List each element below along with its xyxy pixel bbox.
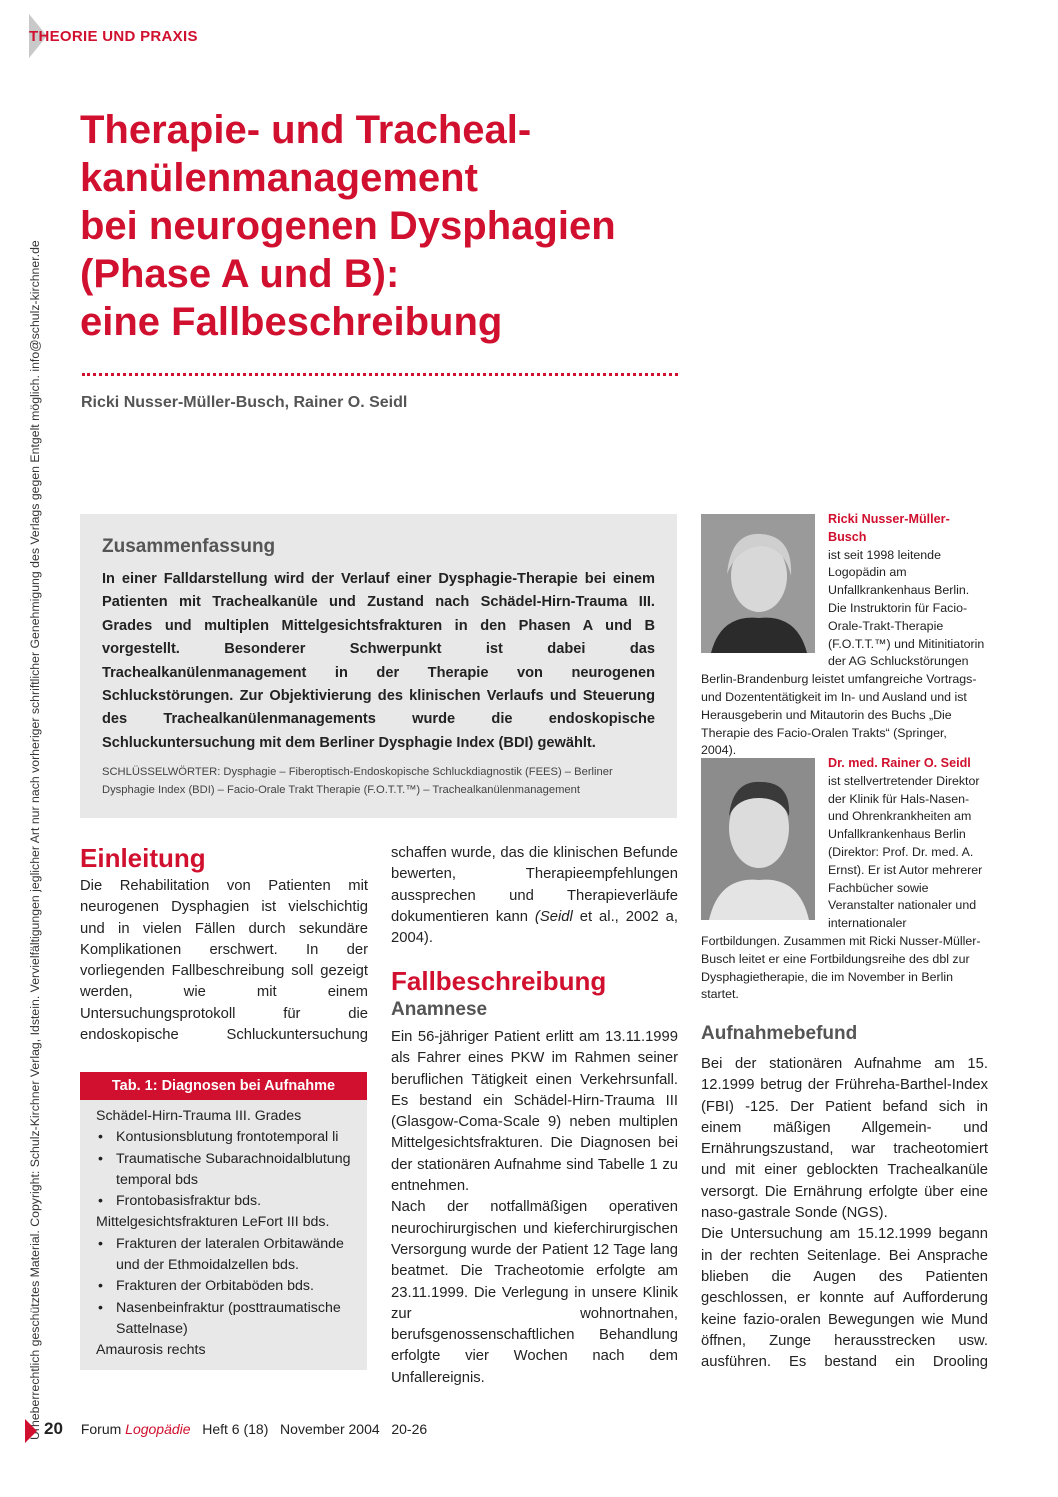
anamnese-text [391, 1027, 678, 1389]
table-group-heading: Mittelgesichtsfrakturen LeFort III bds. [96, 1214, 330, 1231]
page-footer [28, 1419, 427, 1439]
title-line: eine Fallbeschreibung [80, 300, 503, 344]
article-title [80, 106, 720, 346]
table-group-heading: Schädel-Hirn-Trauma III. Grades [96, 1108, 302, 1124]
anamnese-heading: Anamnese [391, 999, 488, 1020]
aufnahmebefund-section [701, 1023, 988, 1376]
paragraph: Ein 56-jähriger Patient erlitt am 13.11.1999 als Fahrer eines PKW im Rahmen seiner beruflichen Tätigkeit einen Verkehrsunfall. Es bestand ein Schädel-Hirn-Trauma III (Glasgow-Coma-Scale 9) neben multiplen Mittelgesichtsfrakturen. Die Diagnosen bei der stationären Aufnahme sind Tabelle 1 zu entnehmen. [391, 1029, 678, 1195]
title-line: Therapie- und Tracheal- [80, 108, 532, 152]
section-label: THEORIE UND PRAXIS [29, 28, 198, 45]
paragraph [391, 843, 678, 949]
einleitung-section [80, 843, 368, 1046]
table-list-item: • Traumatische Subarachnoidalblutung temporal bds [96, 1149, 359, 1192]
journal-logo-text: Logopädie [125, 1421, 191, 1437]
title-line: bei neurogenen Dysphagien [80, 204, 616, 248]
bio-text: ist stellvertretender Direktor der Klinik für Hals-Nasen- und Ohrenkrankheiten am Unfallkrankenhaus Berlin (Direktor: Prof. Dr. med. A. Ernst). Er ist Autor mehrerer Fachbücher sowie Veranstalter nationaler und internationaler Fortbildungen. Zusammen mit Ricki Nusser-Müller-Busch leitet er eine Fortbildungsreihe des dbl zur Dysphagietherapie, die im November in Berlin startet. [701, 773, 983, 1002]
paragraph: Bei der stationären Aufnahme am 15. 12.1999 betrug der Frühreha-Barthel-Index (FBI) -125. Der Patient befand sich in einem mäßigen Allgemein- und Ernährungszustand, war tracheotomiert und mit einer geblockten Trachealkanüle versorgt. Die Ernährung erfolgte über eine naso-gastrale Sonde (NGS). [701, 1056, 988, 1222]
table-list-item: • Frakturen der lateralen Orbitawände und der Ethmoidalzellen bds. [96, 1234, 359, 1277]
einleitung-continued [391, 843, 678, 949]
table-list-item: • Nasenbeinfraktur (posttraumatische Sattelnase) [96, 1298, 359, 1341]
page-number: 20 [44, 1419, 63, 1438]
paragraph: Die Rehabilitation von Patienten mit neurogenen Dysphagien ist vielschichtig und in vielen Fällen durch sekundäre Komplikationen erschwert. In der vorliegenden Fallbeschreibung soll gezeigt werden, wie mit einem Untersuchungsprotokoll für die endoskopische Schluckuntersuchung [80, 878, 368, 1044]
abstract-keywords: SCHLÜSSELWÖRTER: Dysphagie – Fiberoptisch-Endoskopische Schluckdiagnostik (FEES) – Berliner Dysphagie Index (BDI) – Facio-Orale Trakt Therapie (F.O.T.T.™) – Trachealkanülenmanagement [102, 766, 613, 797]
title-line: (Phase A und B): [80, 252, 400, 296]
einleitung-heading: Einleitung [80, 843, 206, 873]
abstract-text: In einer Falldarstellung wird der Verlauf einer Dysphagie-Therapie bei einem Patienten mit Trachealkanüle und Zustand nach Schädel-Hirn-Trauma III. Grades und multiplen Mittelgesichtsfrakturen in den Phasen A und B vorgestellt. Besonderer Schwerpunkt ist dabei das Trachealkanülenmanagement in der Therapie von neurogenen Schluckstörungen. Zur Objektivierung des klinischen Verlaufs und Steuerung des Trachealkanülenmanagements wurde die endoskopische Schluckuntersuchung mit dem Berliner Dysphagie Index (BDI) gewählt. [102, 571, 655, 751]
copyright-sidebar: Urheberrechtlich geschütztes Material. Copyright: Schulz-Kirchner Verlag, Idstein. Vervielfältigungen jeglicher Art nur nach vorheriger schriftlicher Genehmigung des Verlags gegen Entgelt möglich. info@schulz-kirchner.de [28, 240, 42, 1440]
citation-author: (Seidl [534, 908, 573, 925]
issue-date: November 2004 [280, 1421, 380, 1437]
text-run: et al., 2002 a, 2004). [391, 908, 678, 947]
abstract-heading: Zusammenfassung [102, 536, 276, 557]
table-title: Tab. 1: Diagnosen bei Aufnahme [80, 1072, 367, 1100]
bio-ricki [701, 511, 985, 760]
fallbeschreibung-heading: Fallbeschreibung [391, 966, 607, 996]
dotted-divider [82, 373, 678, 376]
diagnoses-table [80, 1072, 367, 1370]
text-run: schaffen wurde, das die klinischen Befunde bewerten, Therapieempfehlungen aussprechen und Therapieverläufe dokumentieren kann [391, 845, 678, 925]
journal-name: Forum [80, 1421, 126, 1437]
table-list-item: • Frakturen der Orbitaböden bds. [96, 1276, 359, 1297]
table-list-item: • Frontobasisfraktur bds. [96, 1191, 359, 1212]
title-line: kanülenmanagement [80, 156, 478, 200]
issue: Heft 6 (18) [202, 1421, 269, 1437]
paragraph: Die Untersuchung am 15.12.1999 begann in der rechten Seitenlage. Bei Ansprache blieben die Augen des Patienten geschlossen, er konnte auf Aufforderung keine fazio-oralen Bewegungen wie Mund öffnen, Zunge herausstrecken usw. ausführen. Es bestand ein Drooling [701, 1226, 988, 1371]
einleitung-text [80, 876, 368, 1046]
authors: Ricki Nusser-Müller-Busch, Rainer O. Seidl [81, 394, 408, 411]
aufnahmebefund-text [701, 1054, 988, 1376]
fallbeschreibung-section [391, 966, 678, 1389]
table-group-heading: Amaurosis rechts [96, 1342, 206, 1359]
page-range: 20-26 [391, 1421, 428, 1437]
bio-name: Ricki Nusser-Müller-Busch [828, 512, 950, 544]
paragraph: Nach der notfallmäßigen operativen neurochirurgischen und kieferchirurgischen Versorgung wurde der Patient 12 Tage lang beatmet. Die Tracheotomie erfolgte am 23.11.1999. Die Verlegung in unsere Klinik zur wohnortnahen, berufsgenossenschaftlichen Behandlung erfolgte vier Wochen nach dem Unfallereignis. [391, 1199, 678, 1386]
table-body [80, 1100, 367, 1370]
table-list-item: • Kontusionsblutung frontotemporal li [96, 1127, 359, 1148]
bio-text: ist seit 1998 leitende Logopädin am Unfallkrankenhaus Berlin. Die Instruktorin für Facio-Orale-Trakt-Therapie (F.O.T.T.™) und Mitinitiatorin der AG Schluckstörungen Berlin-Brandenburg leistet umfangreiche Vortrags- und Dozententätigkeit im In- und Ausland und ist Herausgeberin und Mitautorin des Buchs „Die Therapie des Facio-Oralen Trakts“ (Springer, 2004). [701, 547, 985, 758]
bio-name: Dr. med. Rainer O. Seidl [828, 756, 971, 770]
aufnahmebefund-heading: Aufnahmebefund [701, 1023, 858, 1044]
bio-seidl [701, 755, 985, 1004]
abstract-box [80, 514, 677, 818]
